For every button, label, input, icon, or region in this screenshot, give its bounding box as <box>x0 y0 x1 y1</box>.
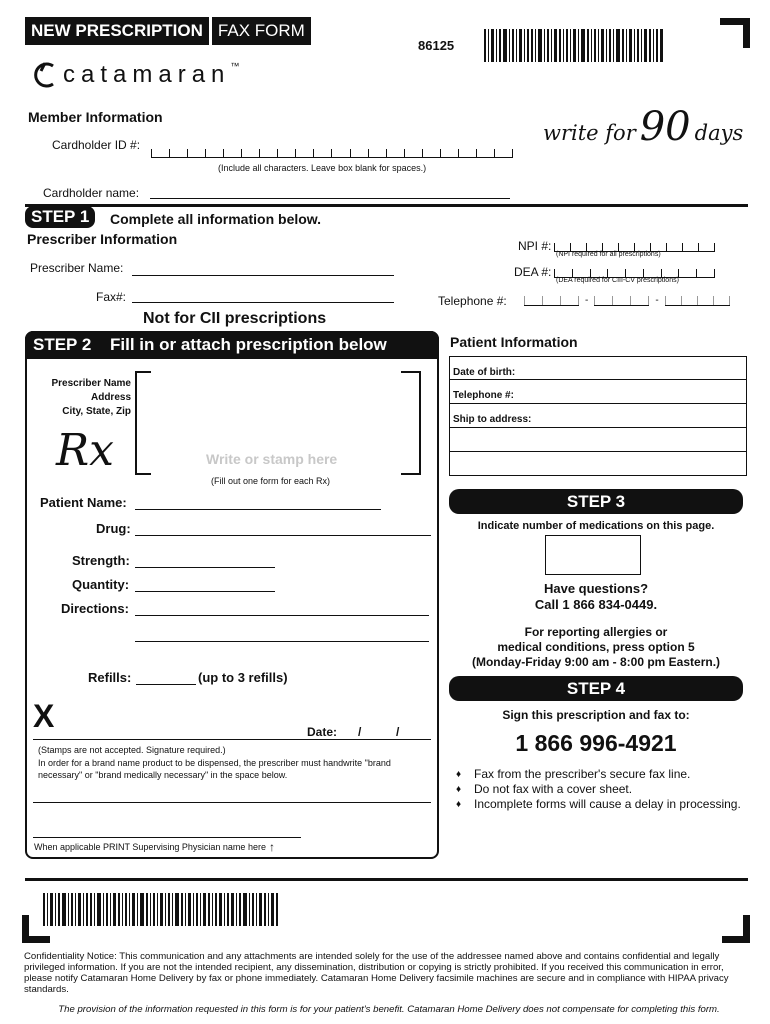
drug-label: Drug: <box>96 521 131 536</box>
questions-text: Have questions? <box>543 581 649 596</box>
fax-label: Fax#: <box>96 290 127 304</box>
cardholder-id-hint: (Include all characters. Leave box blank for spaces.) <box>218 163 427 173</box>
step4-instruction: Sign this prescription and fax to: <box>502 708 690 722</box>
cardholder-name-input[interactable] <box>150 198 510 199</box>
dea-label: DEA #: <box>514 265 552 279</box>
form-number: 86125 <box>418 38 455 53</box>
registration-mark-bottom-left <box>22 915 50 943</box>
allergies-line2: medical conditions, press option 5 <box>497 640 695 654</box>
form-title-light: FAX FORM <box>212 17 311 45</box>
allergies-block <box>449 625 743 670</box>
form-title-bold: NEW PRESCRIPTION <box>25 17 209 45</box>
brand-tm: ™ <box>230 61 240 71</box>
npi-label: NPI #: <box>518 239 552 253</box>
strength-input[interactable] <box>135 567 275 568</box>
step3-badge: STEP 3 <box>449 489 743 514</box>
quantity-label: Quantity: <box>72 577 130 592</box>
tagline-num: 90 <box>639 104 691 150</box>
bottom-barcode <box>43 893 280 926</box>
step2-badge: STEP 2 <box>33 335 92 354</box>
date-label: Date: <box>307 725 338 739</box>
one-form-hint: (Fill out one form for each Rx) <box>211 476 331 486</box>
ship-address-line2[interactable] <box>449 428 747 452</box>
fax-instruction-item: ♦ Fax from the prescriber's secure fax line. <box>452 767 742 782</box>
brand-necessary-line[interactable] <box>33 802 431 803</box>
bottom-rule <box>25 878 748 881</box>
strength-label: Strength: <box>72 553 130 568</box>
prescriber-block-labels <box>33 377 131 419</box>
prescriber-block-line1: Prescriber Name <box>51 378 131 389</box>
write-for-90-days <box>543 104 743 150</box>
questions-block <box>449 581 743 613</box>
allergies-line1: For reporting allergies or <box>524 625 668 639</box>
patient-heading: Patient Information <box>450 334 578 350</box>
patient-name-label: Patient Name: <box>40 495 127 510</box>
signature-x: X <box>33 698 55 734</box>
prescriber-block-line2: Address <box>90 392 131 403</box>
stamp-bracket-right <box>401 371 421 475</box>
write-stamp-here[interactable]: Write or stamp here <box>206 451 338 467</box>
tel-dash: - <box>655 295 659 306</box>
date-sep-2: / <box>396 725 400 739</box>
patient-info-table <box>449 356 747 476</box>
npi-hint: (NPI required for all prescriptions) <box>556 251 661 258</box>
supervising-note-text: When applicable PRINT Supervising Physician name here <box>34 842 266 852</box>
supervising-note <box>34 840 275 854</box>
prescriber-name-input[interactable] <box>132 275 394 276</box>
stamp-bracket-left <box>135 371 151 475</box>
refills-hint: (up to 3 refills) <box>198 670 288 685</box>
patient-telephone-field[interactable]: Telephone #: <box>449 380 747 404</box>
top-barcode <box>484 29 665 62</box>
ship-address-field[interactable]: Ship to address: <box>449 404 747 428</box>
prescriber-block-line3: City, State, Zip <box>62 406 131 417</box>
step1-badge: STEP 1 <box>25 206 95 228</box>
registration-mark-bottom-right <box>722 915 750 943</box>
telephone-label: Telephone #: <box>438 294 507 308</box>
dea-hint: (DEA required for CIII-CV prescriptions) <box>556 277 679 284</box>
member-heading: Member Information <box>28 109 163 125</box>
allergies-line3: (Monday-Friday 9:00 am - 8:00 pm Eastern.) <box>471 655 721 669</box>
fax-number: 1 866 996-4921 <box>515 730 677 756</box>
fax-instruction-item: ♦ Do not fax with a cover sheet. <box>452 782 742 797</box>
tagline-pre: write for <box>543 121 636 145</box>
prescriber-name-label: Prescriber Name: <box>30 261 124 275</box>
date-sep-1: / <box>358 725 362 739</box>
arrow-up-icon: ↑ <box>268 840 275 854</box>
cardholder-name-label: Cardholder name: <box>43 186 140 200</box>
tel-dash: - <box>585 295 589 306</box>
fax-input[interactable] <box>132 302 394 303</box>
step2-title: Fill in or attach prescription below <box>110 335 387 354</box>
step3-instruction: Indicate number of medications on this page. <box>477 520 715 532</box>
patient-name-input[interactable] <box>135 509 381 510</box>
signature-line[interactable] <box>33 739 431 740</box>
catamaran-logo-icon <box>33 61 59 89</box>
prescriber-heading: Prescriber Information <box>27 231 178 247</box>
catamaran-logo <box>33 61 239 89</box>
tel-area-code[interactable] <box>524 296 579 306</box>
tel-line[interactable] <box>665 296 730 306</box>
prescriber-telephone-input[interactable] <box>524 295 730 306</box>
dob-field[interactable]: Date of birth: <box>449 356 747 380</box>
directions-input-line2[interactable] <box>135 641 429 642</box>
quantity-input[interactable] <box>135 591 275 592</box>
call-text: Call 1 866 834-0449. <box>534 597 658 612</box>
fax-instruction-item: ♦ Incomplete forms will cause a delay in processing. <box>452 797 742 812</box>
step4-badge: STEP 4 <box>449 676 743 701</box>
step2-header <box>25 331 439 359</box>
rx-symbol: Rx <box>56 425 114 476</box>
tagline-post: days <box>694 121 744 145</box>
step1-rule <box>25 204 748 207</box>
drug-input[interactable] <box>135 535 431 536</box>
refills-label: Refills: <box>88 670 132 685</box>
directions-label: Directions: <box>61 601 129 616</box>
directions-input-line1[interactable] <box>135 615 429 616</box>
brand-name: catamaran <box>63 61 231 88</box>
registration-mark-top-right <box>720 18 750 48</box>
supervising-physician-line[interactable] <box>33 837 301 838</box>
stamps-note: (Stamps are not accepted. Signature required.) <box>38 745 226 755</box>
cardholder-id-label: Cardholder ID #: <box>52 138 141 152</box>
provision-note: The provision of the information requested in this form is for your patient's benefit. Catamaran Home Delivery does not compensate for completing this form. <box>58 1004 720 1015</box>
not-for-cii: Not for CII prescriptions <box>143 310 327 327</box>
fax-instructions <box>452 767 742 812</box>
cardholder-id-input[interactable] <box>151 146 513 158</box>
brand-note: In order for a brand name product to be dispensed, the prescriber must handwrite "brand necessary" or "brand medically necessary" in the space below. <box>38 758 391 780</box>
refills-input[interactable] <box>136 684 196 685</box>
form-title <box>25 17 311 45</box>
tel-prefix[interactable] <box>594 296 649 306</box>
ship-address-line3[interactable] <box>449 452 747 476</box>
medication-count-box[interactable] <box>545 535 641 575</box>
confidentiality-notice: Confidentiality Notice: This communication and any attachments are intended solely for the use of the addressee named above and contains confidential and legally privileged information. If you are not the intended recipient, any dissemination, distribution or copying is strictly prohibited. If you received this communication in error, please notify Catamaran Home Delivery by fax or phone immediately. Catamaran Home Delivery facsimile machines are secure and in compliance with HIPAA privacy standards. <box>24 951 729 995</box>
step1-instruction: Complete all information below. <box>110 211 322 227</box>
